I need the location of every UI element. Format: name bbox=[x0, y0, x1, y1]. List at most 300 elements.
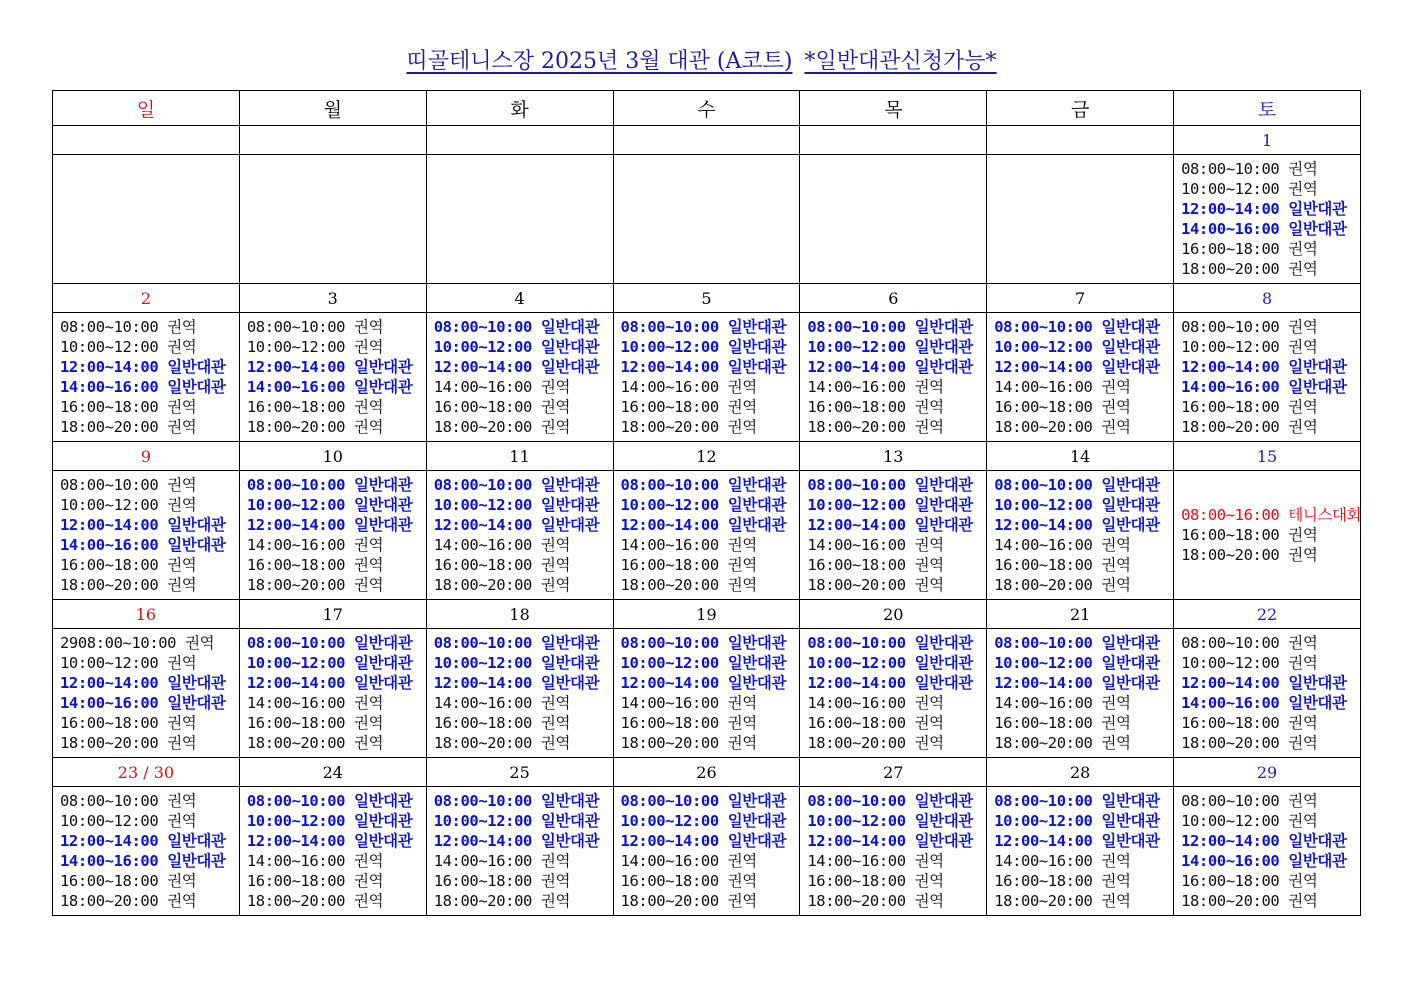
date-cell-thu: 13 bbox=[800, 442, 987, 471]
slot-time: 14:00~16:00 bbox=[620, 694, 719, 712]
time-slot-private bbox=[1181, 525, 1360, 545]
time-slot-general bbox=[621, 515, 800, 535]
slot-row bbox=[53, 471, 1361, 600]
day-slots-cell bbox=[426, 313, 613, 442]
date-cell-tue: 4 bbox=[426, 284, 613, 313]
time-slot-private bbox=[807, 417, 986, 437]
slot-time: 16:00~18:00 bbox=[994, 556, 1093, 574]
time-slot-private bbox=[247, 397, 426, 417]
slot-label: 일반대관 bbox=[914, 654, 973, 672]
slot-time: 08:00~10:00 bbox=[60, 318, 159, 336]
date-cell-sun: 23 / 30 bbox=[53, 758, 240, 787]
time-slot-general bbox=[807, 791, 986, 811]
slot-list bbox=[987, 791, 1173, 911]
time-slot-private bbox=[1181, 891, 1360, 911]
date-cell-mon: 3 bbox=[239, 284, 426, 313]
time-slot-private bbox=[807, 575, 986, 595]
slot-time: 10:00~12:00 bbox=[60, 338, 159, 356]
time-slot-general bbox=[434, 673, 613, 693]
time-slot-private bbox=[621, 535, 800, 555]
slot-label: 일반대관 bbox=[914, 318, 973, 336]
slot-label: 권역 bbox=[1288, 812, 1318, 830]
slot-time: 14:00~16:00 bbox=[807, 852, 906, 870]
time-slot-private bbox=[60, 871, 239, 891]
slot-label: 권역 bbox=[167, 398, 197, 416]
slot-label: 일반대관 bbox=[1101, 654, 1160, 672]
slot-time: 18:00~20:00 bbox=[620, 576, 719, 594]
time-slot-private bbox=[1181, 397, 1360, 417]
date-cell-mon: 10 bbox=[239, 442, 426, 471]
slot-time: 12:00~14:00 bbox=[433, 358, 532, 376]
slot-label: 권역 bbox=[727, 734, 757, 752]
slot-time: 14:00~16:00 bbox=[994, 852, 1093, 870]
slot-label: 권역 bbox=[540, 398, 571, 416]
slot-label: 권역 bbox=[1101, 734, 1131, 752]
slot-label: 권역 bbox=[1101, 852, 1131, 870]
date-cell-thu bbox=[800, 126, 987, 155]
slot-label: 권역 bbox=[727, 892, 757, 910]
slot-label: 일반대관 bbox=[727, 338, 787, 356]
slot-label: 일반대관 bbox=[167, 378, 226, 396]
slot-label: 일반대관 bbox=[1101, 496, 1160, 514]
time-slot-private bbox=[434, 535, 613, 555]
slot-label: 권역 bbox=[354, 872, 384, 890]
slot-label: 권역 bbox=[185, 634, 215, 652]
slot-time: 08:00~10:00 bbox=[620, 634, 719, 652]
slot-label: 권역 bbox=[914, 418, 944, 436]
slot-time: 10:00~12:00 bbox=[60, 812, 159, 830]
slot-label: 일반대관 bbox=[354, 832, 413, 850]
time-slot-private bbox=[434, 851, 613, 871]
date-cell-thu: 27 bbox=[800, 758, 987, 787]
slot-label: 일반대관 bbox=[1288, 852, 1347, 870]
slot-time: 18:00~20:00 bbox=[246, 576, 346, 594]
slot-label: 권역 bbox=[1288, 526, 1318, 544]
slot-label: 권역 bbox=[727, 576, 757, 594]
slot-time: 14:00~16:00 bbox=[620, 378, 719, 396]
time-slot-general bbox=[434, 653, 613, 673]
time-slot-general bbox=[434, 811, 613, 831]
time-slot-private bbox=[621, 397, 800, 417]
slot-time: 10:00~12:00 bbox=[994, 812, 1093, 830]
slot-time: 14:00~16:00 bbox=[246, 536, 346, 554]
slot-time: 14:00~16:00 bbox=[246, 378, 346, 396]
day-slots-cell bbox=[613, 787, 800, 916]
slot-time: 10:00~12:00 bbox=[246, 338, 346, 356]
date-cell-wed: 19 bbox=[613, 600, 800, 629]
slot-time: 12:00~14:00 bbox=[620, 832, 719, 850]
day-slots-cell bbox=[800, 471, 987, 600]
slot-label: 권역 bbox=[727, 694, 757, 712]
slot-label: 권역 bbox=[914, 734, 944, 752]
time-slot-private bbox=[621, 851, 800, 871]
slot-time: 18:00~20:00 bbox=[620, 418, 719, 436]
time-slot-general bbox=[621, 495, 800, 515]
day-slots-cell bbox=[800, 787, 987, 916]
slot-label: 일반대관 bbox=[727, 496, 787, 514]
slot-list bbox=[53, 317, 239, 437]
slot-time: 10:00~12:00 bbox=[994, 496, 1093, 514]
slot-label: 권역 bbox=[1288, 398, 1318, 416]
slot-label: 일반대관 bbox=[727, 516, 787, 534]
slot-row bbox=[53, 313, 1361, 442]
time-slot-general bbox=[1181, 831, 1360, 851]
day-slots-cell bbox=[1174, 471, 1361, 600]
slot-label: 권역 bbox=[354, 852, 384, 870]
day-slots-cell bbox=[239, 313, 426, 442]
slot-list bbox=[987, 633, 1173, 753]
slot-label: 권역 bbox=[727, 378, 757, 396]
day-slots-cell bbox=[800, 313, 987, 442]
time-slot-private bbox=[247, 693, 426, 713]
time-slot-private bbox=[994, 555, 1173, 575]
slot-time: 16:00~18:00 bbox=[433, 556, 532, 574]
time-slot-private bbox=[807, 693, 986, 713]
day-slots-cell bbox=[53, 313, 240, 442]
slot-label: 일반대관 bbox=[540, 634, 600, 652]
slot-label: 권역 bbox=[1101, 694, 1131, 712]
slot-label: 권역 bbox=[914, 694, 944, 712]
slot-label: 일반대관 bbox=[914, 358, 973, 376]
time-slot-private bbox=[434, 871, 613, 891]
time-slot-general bbox=[994, 357, 1173, 377]
slot-time: 18:00~20:00 bbox=[994, 576, 1093, 594]
slot-list bbox=[614, 317, 800, 437]
slot-time: 18:00~20:00 bbox=[1181, 892, 1280, 910]
time-slot-general bbox=[60, 693, 239, 713]
slot-time: 14:00~16:00 bbox=[60, 378, 159, 396]
slot-time: 12:00~14:00 bbox=[246, 674, 346, 692]
slot-label: 권역 bbox=[167, 556, 197, 574]
slot-time: 12:00~14:00 bbox=[620, 674, 719, 692]
slot-label: 권역 bbox=[167, 418, 197, 436]
slot-label: 테니스대회 bbox=[1288, 506, 1362, 524]
slot-time: 08:00~10:00 bbox=[807, 476, 906, 494]
slot-time: 08:00~10:00 bbox=[433, 476, 532, 494]
slot-time: 08:00~10:00 bbox=[1181, 634, 1280, 652]
time-slot-general bbox=[807, 475, 986, 495]
time-slot-general bbox=[247, 811, 426, 831]
slot-label: 일반대관 bbox=[1101, 674, 1160, 692]
slot-label: 권역 bbox=[1288, 546, 1318, 564]
slot-time: 14:00~16:00 bbox=[994, 694, 1093, 712]
slot-time: 16:00~18:00 bbox=[1181, 714, 1280, 732]
slot-label: 권역 bbox=[167, 654, 197, 672]
slot-label: 일반대관 bbox=[1101, 792, 1160, 810]
slot-list bbox=[800, 633, 986, 753]
slot-label: 일반대관 bbox=[1101, 634, 1160, 652]
slot-list bbox=[53, 633, 239, 753]
slot-time: 14:00~16:00 bbox=[60, 694, 159, 712]
slot-time: 18:00~20:00 bbox=[433, 734, 532, 752]
slot-list bbox=[1174, 159, 1360, 279]
day-slots-cell bbox=[800, 629, 987, 758]
time-slot-general bbox=[1181, 673, 1360, 693]
slot-time: 14:00~16:00 bbox=[1181, 852, 1280, 870]
slot-list bbox=[800, 475, 986, 595]
slot-label: 권역 bbox=[914, 378, 944, 396]
slot-label: 권역 bbox=[727, 536, 757, 554]
time-slot-general bbox=[247, 831, 426, 851]
slot-label: 권역 bbox=[167, 476, 197, 494]
time-slot-private bbox=[621, 713, 800, 733]
slot-label: 일반대관 bbox=[727, 318, 787, 336]
time-slot-private bbox=[807, 713, 986, 733]
slot-label: 일반대관 bbox=[540, 516, 600, 534]
slot-list bbox=[987, 475, 1173, 595]
slot-label: 권역 bbox=[1101, 378, 1131, 396]
time-slot-private bbox=[434, 575, 613, 595]
time-slot-general bbox=[434, 633, 613, 653]
slot-time: 14:00~16:00 bbox=[620, 852, 719, 870]
time-slot-private bbox=[1181, 633, 1360, 653]
time-slot-general bbox=[807, 831, 986, 851]
time-slot-general bbox=[1181, 357, 1360, 377]
time-slot-private bbox=[60, 555, 239, 575]
slot-label: 일반대관 bbox=[1101, 338, 1160, 356]
time-slot-private bbox=[1181, 159, 1360, 179]
time-slot-private bbox=[1181, 417, 1360, 437]
time-slot-private bbox=[807, 871, 986, 891]
slot-time: 12:00~14:00 bbox=[60, 832, 159, 850]
time-slot-general bbox=[247, 357, 426, 377]
time-slot-private bbox=[434, 693, 613, 713]
time-slot-general bbox=[247, 673, 426, 693]
slot-label: 일반대관 bbox=[914, 792, 973, 810]
time-slot-private bbox=[994, 871, 1173, 891]
slot-label: 일반대관 bbox=[914, 516, 973, 534]
day-slots-cell bbox=[1174, 313, 1361, 442]
time-slot-private bbox=[1181, 733, 1360, 753]
time-slot-private bbox=[807, 377, 986, 397]
slot-label: 일반대관 bbox=[540, 318, 600, 336]
slot-time: 08:00~10:00 bbox=[246, 318, 346, 336]
time-slot-general bbox=[807, 317, 986, 337]
time-slot-private bbox=[621, 693, 800, 713]
date-cell-sun: 16 bbox=[53, 600, 240, 629]
day-slots-cell bbox=[987, 629, 1174, 758]
slot-label: 권역 bbox=[167, 812, 197, 830]
slot-label: 권역 bbox=[354, 536, 384, 554]
slot-label: 권역 bbox=[540, 694, 571, 712]
date-cell-sat: 8 bbox=[1174, 284, 1361, 313]
day-slots-cell bbox=[613, 629, 800, 758]
slot-label: 권역 bbox=[1288, 714, 1318, 732]
slot-list bbox=[53, 475, 239, 595]
slot-time: 16:00~18:00 bbox=[246, 556, 346, 574]
time-slot-private bbox=[1181, 337, 1360, 357]
time-slot-private bbox=[621, 733, 800, 753]
time-slot-private bbox=[994, 713, 1173, 733]
slot-row bbox=[53, 155, 1361, 284]
time-slot-private bbox=[1181, 259, 1360, 279]
time-slot-general bbox=[994, 475, 1173, 495]
time-slot-general bbox=[247, 653, 426, 673]
slot-label: 권역 bbox=[727, 872, 757, 890]
slot-time: 2908:00~10:00 bbox=[60, 634, 177, 652]
slot-label: 일반대관 bbox=[1101, 318, 1160, 336]
slot-label: 일반대관 bbox=[354, 674, 413, 692]
slot-time: 18:00~20:00 bbox=[1181, 734, 1280, 752]
slot-label: 일반대관 bbox=[1288, 200, 1347, 218]
time-slot-general bbox=[621, 357, 800, 377]
time-slot-general bbox=[621, 317, 800, 337]
slot-time: 10:00~12:00 bbox=[1181, 654, 1280, 672]
slot-time: 12:00~14:00 bbox=[433, 516, 532, 534]
slot-time: 16:00~18:00 bbox=[994, 714, 1093, 732]
date-row bbox=[53, 600, 1361, 629]
weekday-header-row bbox=[53, 91, 1361, 126]
date-cell-wed bbox=[613, 126, 800, 155]
slot-label: 일반대관 bbox=[540, 476, 600, 494]
time-slot-private bbox=[1181, 811, 1360, 831]
date-cell-sat: 15 bbox=[1174, 442, 1361, 471]
slot-label: 일반대관 bbox=[540, 496, 600, 514]
weekday-thu: 목 bbox=[800, 91, 987, 126]
slot-label: 권역 bbox=[354, 338, 384, 356]
slot-time: 18:00~20:00 bbox=[246, 418, 346, 436]
slot-time: 14:00~16:00 bbox=[433, 694, 532, 712]
day-slots-cell bbox=[426, 155, 613, 284]
time-slot-private bbox=[247, 575, 426, 595]
slot-label: 일반대관 bbox=[354, 654, 413, 672]
slot-list bbox=[1174, 791, 1360, 911]
time-slot-private bbox=[807, 851, 986, 871]
time-slot-private bbox=[60, 791, 239, 811]
slot-label: 일반대관 bbox=[914, 634, 973, 652]
slot-time: 18:00~20:00 bbox=[994, 892, 1093, 910]
time-slot-private bbox=[247, 871, 426, 891]
time-slot-private bbox=[994, 693, 1173, 713]
time-slot-general bbox=[247, 475, 426, 495]
time-slot-private bbox=[247, 891, 426, 911]
date-cell-sun: 2 bbox=[53, 284, 240, 313]
time-slot-private bbox=[60, 337, 239, 357]
slot-row bbox=[53, 787, 1361, 916]
date-row bbox=[53, 284, 1361, 313]
slot-label: 일반대관 bbox=[727, 358, 787, 376]
time-slot-general bbox=[994, 791, 1173, 811]
time-slot-general bbox=[994, 317, 1173, 337]
time-slot-general bbox=[621, 337, 800, 357]
slot-time: 14:00~16:00 bbox=[60, 536, 159, 554]
slot-time: 14:00~16:00 bbox=[1181, 694, 1280, 712]
time-slot-general bbox=[1181, 377, 1360, 397]
day-slots-cell bbox=[239, 471, 426, 600]
slot-label: 권역 bbox=[1101, 576, 1131, 594]
slot-label: 권역 bbox=[1288, 654, 1318, 672]
day-slots-cell bbox=[239, 155, 426, 284]
slot-time: 12:00~14:00 bbox=[807, 358, 906, 376]
slot-time: 12:00~14:00 bbox=[433, 674, 532, 692]
slot-label: 일반대관 bbox=[1288, 832, 1347, 850]
time-slot-general bbox=[994, 831, 1173, 851]
day-slots-cell bbox=[53, 787, 240, 916]
slot-time: 16:00~18:00 bbox=[1181, 398, 1280, 416]
slot-label: 일반대관 bbox=[1288, 358, 1347, 376]
slot-time: 16:00~18:00 bbox=[807, 556, 906, 574]
slot-time: 18:00~20:00 bbox=[807, 892, 906, 910]
time-slot-general bbox=[994, 633, 1173, 653]
time-slot-general bbox=[247, 495, 426, 515]
time-slot-private bbox=[60, 811, 239, 831]
time-slot-private bbox=[60, 317, 239, 337]
time-slot-general bbox=[434, 357, 613, 377]
slot-time: 18:00~20:00 bbox=[246, 734, 346, 752]
slot-time: 10:00~12:00 bbox=[1181, 180, 1280, 198]
time-slot-private bbox=[60, 575, 239, 595]
time-slot-general bbox=[621, 475, 800, 495]
slot-label: 권역 bbox=[914, 576, 944, 594]
day-slots-cell bbox=[987, 155, 1174, 284]
date-row bbox=[53, 758, 1361, 787]
slot-label: 권역 bbox=[354, 714, 384, 732]
slot-label: 일반대관 bbox=[727, 654, 787, 672]
slot-label: 일반대관 bbox=[727, 634, 787, 652]
slot-list bbox=[987, 317, 1173, 437]
slot-list bbox=[240, 633, 426, 753]
day-slots-cell bbox=[1174, 155, 1361, 284]
slot-label: 일반대관 bbox=[354, 634, 413, 652]
time-slot-general bbox=[807, 653, 986, 673]
time-slot-private bbox=[1181, 791, 1360, 811]
slot-label: 일반대관 bbox=[354, 812, 413, 830]
slot-label: 일반대관 bbox=[167, 674, 226, 692]
time-slot-private bbox=[994, 417, 1173, 437]
slot-label: 권역 bbox=[914, 714, 944, 732]
slot-time: 08:00~10:00 bbox=[1181, 160, 1280, 178]
slot-label: 일반대관 bbox=[727, 476, 787, 494]
time-slot-private bbox=[994, 851, 1173, 871]
time-slot-private bbox=[621, 575, 800, 595]
page-title bbox=[0, 44, 1403, 75]
time-slot-general bbox=[994, 495, 1173, 515]
time-slot-private bbox=[60, 713, 239, 733]
slot-time: 12:00~14:00 bbox=[994, 358, 1093, 376]
slot-label: 권역 bbox=[914, 852, 944, 870]
date-cell-wed: 26 bbox=[613, 758, 800, 787]
slot-label: 일반대관 bbox=[354, 476, 413, 494]
slot-list bbox=[1174, 633, 1360, 753]
slot-label: 권역 bbox=[914, 556, 944, 574]
slot-time: 12:00~14:00 bbox=[60, 358, 159, 376]
slot-time: 08:00~10:00 bbox=[620, 318, 719, 336]
time-slot-general bbox=[60, 851, 239, 871]
day-slots-cell bbox=[239, 629, 426, 758]
slot-list bbox=[53, 791, 239, 911]
slot-time: 16:00~18:00 bbox=[433, 398, 532, 416]
time-slot-private bbox=[434, 377, 613, 397]
date-cell-sat: 1 bbox=[1174, 126, 1361, 155]
slot-time: 10:00~12:00 bbox=[807, 496, 906, 514]
slot-label: 권역 bbox=[1288, 634, 1318, 652]
slot-label: 일반대관 bbox=[167, 694, 226, 712]
slot-time: 18:00~20:00 bbox=[620, 892, 719, 910]
slot-time: 12:00~14:00 bbox=[1181, 358, 1280, 376]
weekday-sun: 일 bbox=[53, 91, 240, 126]
slot-label: 권역 bbox=[540, 536, 571, 554]
slot-time: 18:00~20:00 bbox=[60, 418, 159, 436]
slot-time: 16:00~18:00 bbox=[60, 556, 159, 574]
slot-label: 권역 bbox=[727, 714, 757, 732]
date-cell-mon bbox=[239, 126, 426, 155]
slot-label: 권역 bbox=[1288, 260, 1318, 278]
time-slot-general bbox=[807, 337, 986, 357]
time-slot-private bbox=[1181, 713, 1360, 733]
slot-label: 권역 bbox=[727, 852, 757, 870]
slot-label: 권역 bbox=[1101, 536, 1131, 554]
time-slot-private bbox=[807, 733, 986, 753]
